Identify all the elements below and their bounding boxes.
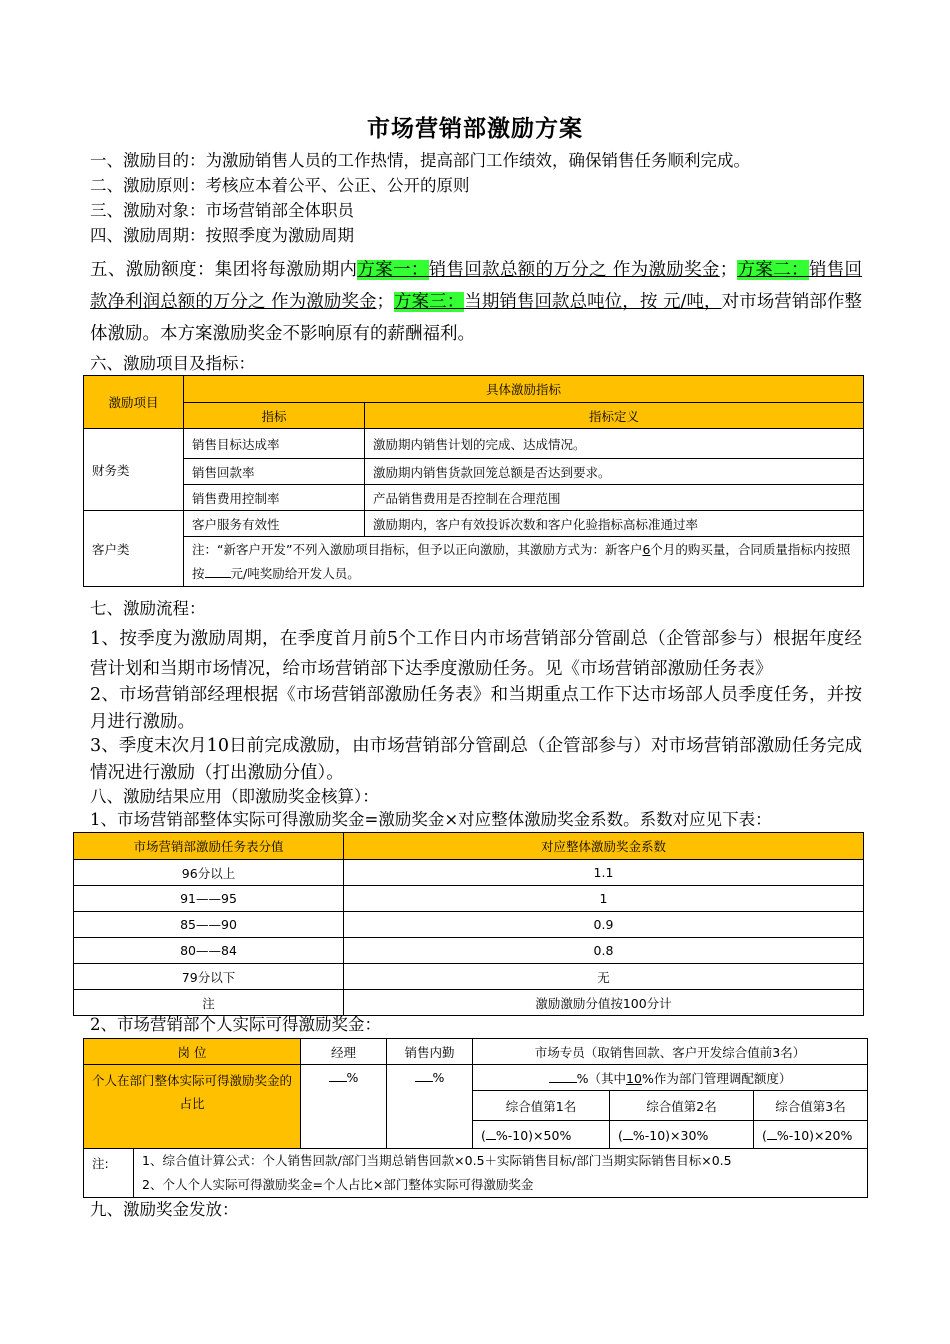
new-customer-note: 注：“新客户开发”不列入激励项目指标，但予以正向激励，其激励方式为：新客户6个月的购买量，合同质量指标内按照按 元/吨奖励给开发人员。	[184, 537, 864, 587]
rank-3-formula: ( %-10)×20%	[754, 1121, 868, 1149]
table-cell: 激励期内，客户有效投诉次数和客户化验指标高标准通过率	[365, 511, 864, 537]
note-content	[134, 1149, 868, 1198]
col-index-header: 指标	[184, 403, 365, 429]
table-cell: 1	[344, 886, 864, 912]
table-cell: 80——84	[74, 938, 344, 964]
col-item-header: 激励项目	[84, 376, 184, 429]
table-cell: 销售目标达成率	[184, 429, 365, 459]
section-amount: 五、激励额度：集团将每激励期内方案一：销售回款总额的万分之 作为激励奖金；方案二：销售回款净利润总额的万分之 作为激励奖金；方案三：当期销售回款总吨位，按 元/吨，对市场营销部作整体激励。本方案激励奖金不影响原有的薪酬福利。	[90, 260, 863, 344]
blank-field	[623, 1127, 633, 1140]
result-rule-1: 1、市场营销部整体实际可得激励奖金=激励奖金×对应整体激励奖金系数。系数对应见下表：	[90, 810, 772, 829]
section-flow-heading: 七、激励流程：	[90, 599, 206, 618]
share-row-label: 个人在部门整体实际可得激励奖金的占比	[84, 1065, 301, 1149]
blank-field	[767, 1127, 777, 1140]
rank-1-header: 综合值第1名	[473, 1091, 610, 1121]
rank-2-header: 综合值第2名	[610, 1091, 754, 1121]
option-three-label: 方案三：	[394, 292, 465, 312]
manager-share: %	[301, 1065, 387, 1149]
flow-step-1: 1、按季度为激励周期，在季度首月前5个工作日内市场营销部分管副总（企管部参与）根据年度经营计划和当期市场情况，给市场营销部下达季度激励任务。见《市场营销部激励任务表》	[90, 629, 862, 679]
note-line-2: 2、个人个人实际可得激励奖金=个人占比×部门整体实际可得激励奖金	[142, 1177, 534, 1192]
table-cell: 91——95	[74, 886, 344, 912]
rank-2-formula: ( %-10)×30%	[610, 1121, 754, 1149]
internal-share: %	[387, 1065, 473, 1149]
table-cell: 客户服务有效性	[184, 511, 365, 537]
option-two-label: 方案二：	[737, 260, 809, 280]
result-rule-2: 2、市场营销部个人实际可得激励奖金：	[90, 1015, 381, 1034]
blank-field	[549, 1070, 577, 1083]
section-items-heading: 六、激励项目及指标：	[90, 354, 255, 373]
section-target: 三、激励对象：市场营销部全体职员	[90, 201, 354, 220]
col-coef-header: 对应整体激励奖金系数	[344, 833, 864, 860]
flow-step-2: 2、市场营销部经理根据《市场营销部激励任务表》和当期重点工作下达市场部人员季度任务，并按月进行激励。	[90, 685, 862, 732]
section-period: 四、激励周期：按照季度为激励周期	[90, 226, 354, 245]
section-result-heading: 八、激励结果应用（即激励奖金核算）：	[90, 787, 379, 806]
specialist-share: %（其中10%作为部门管理调配额度）	[473, 1065, 868, 1091]
table-cell: 注	[74, 990, 344, 1016]
col-specialist-header: 市场专员（取销售回款、客户开发综合值前3名）	[473, 1039, 868, 1065]
table-cell: 85——90	[74, 912, 344, 938]
table-cell: 销售回款率	[184, 459, 365, 485]
table-cell: 激励期内销售货款回笼总额是否达到要求。	[365, 459, 864, 485]
table-cell: 产品销售费用是否控制在合理范围	[365, 485, 864, 511]
coefficient-table	[73, 832, 864, 1016]
section-payout-heading: 九、激励奖金发放：	[90, 1200, 239, 1219]
incentive-items-table	[83, 375, 864, 587]
table-cell: 96分以上	[74, 860, 344, 886]
rank-3-header: 综合值第3名	[754, 1091, 868, 1121]
table-cell: 无	[344, 964, 864, 990]
col-internal-header: 销售内勤	[387, 1039, 473, 1065]
note-label: 注:	[84, 1149, 134, 1198]
blank-field	[415, 1069, 433, 1082]
section-principle: 二、激励原则：考核应本着公平、公正、公开的原则	[90, 176, 470, 195]
blank-field	[486, 1127, 496, 1140]
flow-step-3: 3、季度末次月10日前完成激励，由市场营销部分管副总（企管部参与）对市场营销部激励任务完成情况进行激励（打出激励分值）。	[90, 736, 862, 783]
blank-field	[329, 1069, 347, 1082]
option-one-label: 方案一：	[357, 260, 429, 280]
table-cell: 1.1	[344, 860, 864, 886]
table-cell: 0.8	[344, 938, 864, 964]
section-purpose: 一、激励目的：为激励销售人员的工作热情，提高部门工作绩效，确保销售任务顺利完成。	[90, 151, 750, 170]
note-line-1: 1、综合值计算公式：个人销售回款/部门当期总销售回款×0.5＋实际销售目标/部门当期实际销售目标×0.5	[142, 1153, 732, 1168]
personal-bonus-table	[83, 1038, 868, 1198]
col-post-header: 岗 位	[84, 1039, 301, 1065]
col-score-header: 市场营销部激励任务表分值	[74, 833, 344, 860]
col-def-header: 指标定义	[365, 403, 864, 429]
rank-1-formula: ( %-10)×50%	[473, 1121, 610, 1149]
category-customer: 客户类	[84, 511, 184, 587]
page-title: 市场营销部激励方案	[367, 115, 583, 142]
col-manager-header: 经理	[301, 1039, 387, 1065]
table-cell: 激励激励分值按100分计	[344, 990, 864, 1016]
table-cell: 激励期内销售计划的完成、达成情况。	[365, 429, 864, 459]
table-cell: 0.9	[344, 912, 864, 938]
col-spec-header: 具体激励指标	[184, 376, 864, 403]
table-cell: 79分以下	[74, 964, 344, 990]
category-finance: 财务类	[84, 429, 184, 511]
table-cell: 销售费用控制率	[184, 485, 365, 511]
blank-field	[205, 565, 231, 578]
